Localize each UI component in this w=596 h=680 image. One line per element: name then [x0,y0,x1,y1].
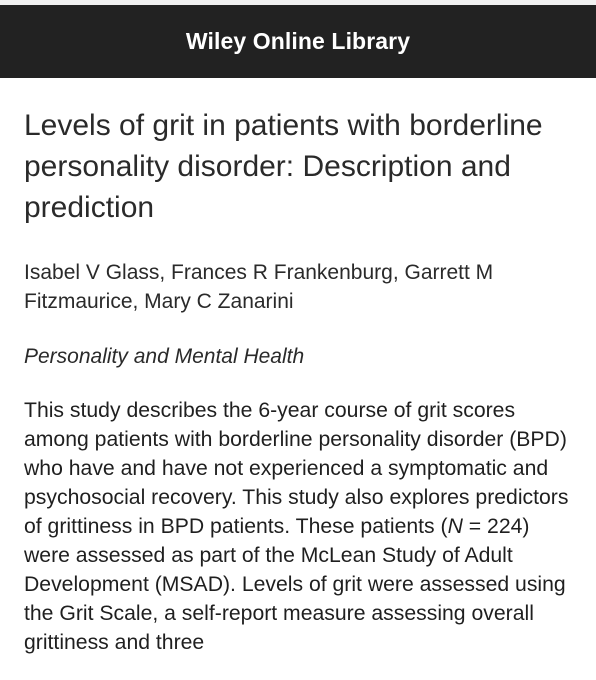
abstract-text-part-2: = 224) were assessed as part of the McLean Study of Adult Development (MSAD). Levels of grit were assessed using the Grit Scale, a self-report measure assessing overall grittiness and three [24,515,566,654]
article-abstract [24,396,572,657]
article-authors: Isabel V Glass, Frances R Frankenburg, Garrett M Fitzmaurice, Mary C Zanarini [24,261,494,313]
abstract-text-part-1: This study describes the 6-year course of grit scores among patients with borderline personality disorder (BPD) who have and have not experienced a symptomatic and psychosocial recovery. This study also explores predictors of grittiness in BPD patients. These patients ( [24,399,569,538]
abstract-n-symbol: N [447,515,463,538]
wiley-online-library-logo[interactable]: Wiley Online Library [185,28,411,54]
journal-name[interactable]: Personality and Mental Health [24,345,305,368]
article-content [0,105,596,657]
article-title: Levels of grit in patients with borderline personality disorder: Description and prediction [24,109,543,224]
site-header [0,5,596,78]
